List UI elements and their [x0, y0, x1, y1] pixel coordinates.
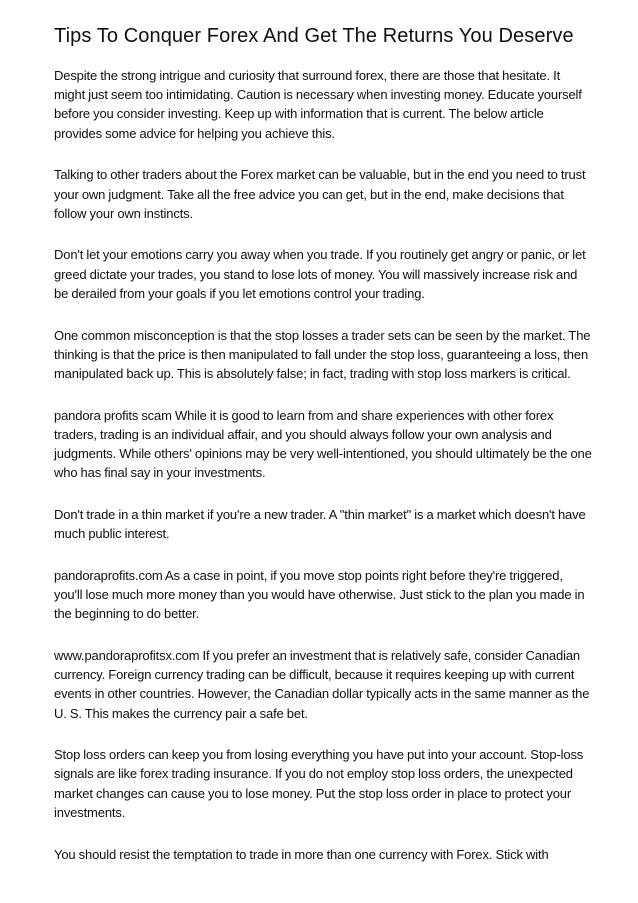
paragraph-intro: Despite the strong intrigue and curiosity that surround forex, there are those that hesitate. It might just seem too intimidating. Caution is necessary when investing money. Educate yourself before you consider investing. Keep up with information that is current. The below article provides some advice for helping you achieve this.: [54, 68, 582, 141]
paragraph-stop-points: pandoraprofits.com As a case in point, if you move stop points right before they're triggered, you'll lose much more money than you would have otherwise. Just stick to the plan you made in the beginning to do better.: [54, 567, 585, 622]
paragraph-stop-loss-orders: Stop loss orders can keep you from losing everything you have put into your account. Stop-loss signals are like forex trading insurance. If you do not employ stop loss orders, the unexpected market changes can cause you to lose money. Put the stop loss order in place to protect your investments.: [54, 747, 584, 820]
paragraph-emotions: Don't let your emotions carry you away when you trade. If you routinely get angry or panic, or let greed dictate your trades, you stand to lose lots of money. You will massively increase risk and be derailed from your goals if you let emotions control your trading.: [54, 247, 586, 301]
paragraph-one-currency: You should resist the temptation to trade in more than one currency with Forex. Stick with: [54, 846, 549, 862]
paragraph-talking-to-traders: Talking to other traders about the Forex market can be valuable, but in the end you need to trust your own judgment. Take all the free advice you can get, but in the end, make decisions that follow your own instincts.: [54, 167, 586, 221]
paragraph-own-analysis: pandora profits scam While it is good to learn from and share experiences with other forex traders, trading is an individual affair, and you should always follow your own analysis and judgments. While others' opinions may be very well-intentioned, you should ultimately be the one who has final say in your investments.: [54, 407, 592, 481]
document-title: Tips To Conquer Forex And Get The Returns You Deserve: [54, 25, 574, 47]
paragraph-stop-loss-misconception: One common misconception is that the stop losses a trader sets can be seen by the market. The thinking is that the price is then manipulated to fall under the stop loss, guaranteeing a loss, then manipulated back up. This is absolutely false; in fact, trading with stop loss markers is critical.: [54, 327, 591, 381]
paragraph-canadian-currency: www.pandoraprofitsx.com If you prefer an investment that is relatively safe, consider Canadian currency. Foreign currency trading can be difficult, because it requires keeping up with current events in other countries. However, the Canadian dollar typically acts in the same manner as the U. S. This makes the currency pair a safe bet.: [54, 647, 590, 721]
document-page: [54, 22, 594, 886]
paragraph-thin-market: Don't trade in a thin market if you're a new trader. A "thin market" is a market which doesn't have much public interest.: [54, 506, 586, 542]
